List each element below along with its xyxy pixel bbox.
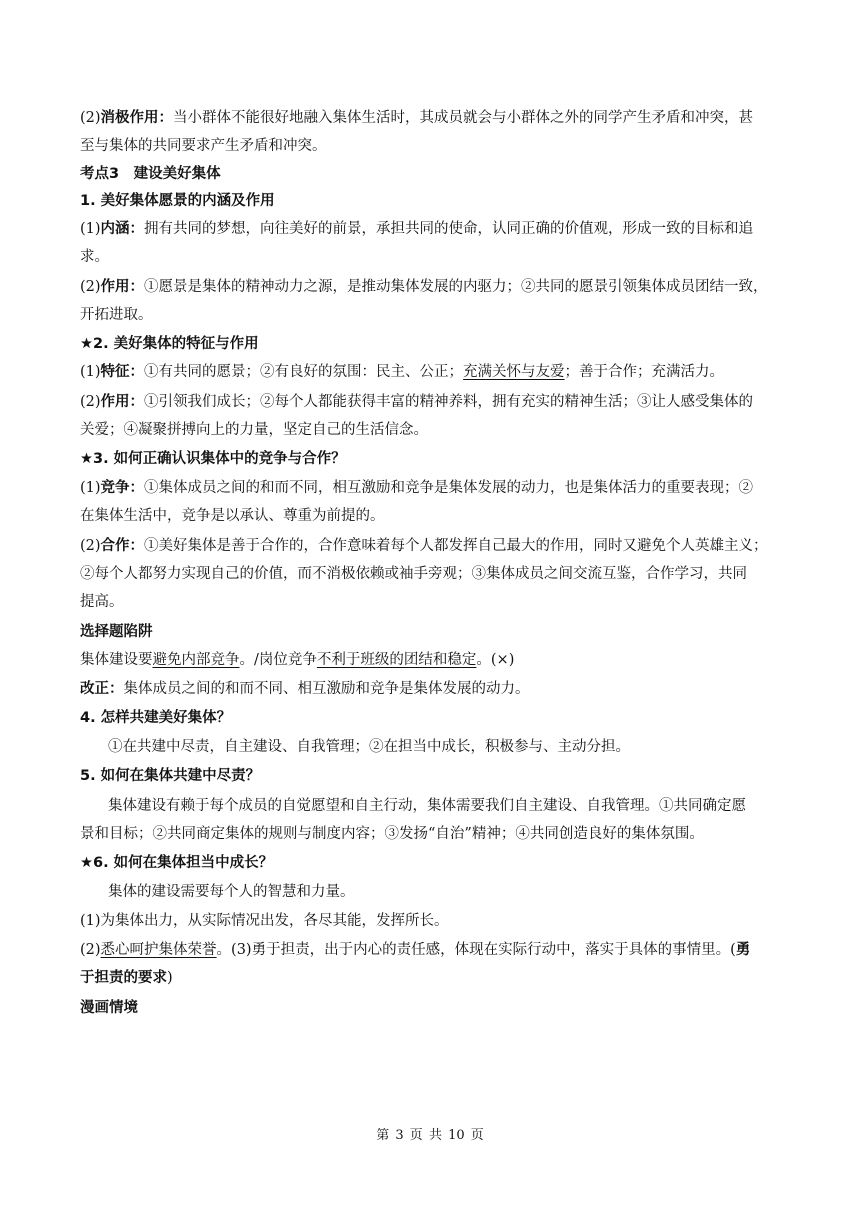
text-line: 集体的建设需要每个人的智慧和力量。 bbox=[108, 884, 355, 900]
bold-term: 消极作用： bbox=[100, 110, 174, 126]
bold-term: 作用： bbox=[100, 394, 145, 410]
text-line: (1)特征：①有共同的愿景；②有良好的氛围：民主、公正；充满关怀与友爱；善于合作；充满活力。 bbox=[80, 364, 725, 380]
text-line: 集体建设有赖于每个成员的自觉愿望和自主行动，集体需要我们自主建设、自我管理。①共同确定愿 bbox=[108, 798, 746, 814]
page-number: 3 bbox=[395, 1128, 404, 1143]
text-line: ①在共建中尽责，自主建设、自我管理；②在担当中成长，积极参与、主动分担。 bbox=[108, 739, 630, 755]
underlined-phrase: 充满关怀与友爱 bbox=[463, 364, 565, 380]
text-line: (2)作用：①愿景是集体的精神动力之源，是推动集体发展的内驱力；②共同的愿景引领集体成员团结一致， bbox=[80, 279, 768, 295]
trap-heading: 选择题陷阱 bbox=[80, 624, 153, 640]
text-line: 于担责的要求) bbox=[80, 970, 173, 986]
bold-term: 内涵： bbox=[100, 221, 145, 237]
bold-term: 竞争： bbox=[100, 480, 145, 496]
text-line: 景和目标；②共同商定集体的规则与制度内容；③发扬“自治”精神；④共同创造良好的集体氛围。 bbox=[80, 826, 704, 842]
text-line: (2)悉心呵护集体荣誉。(3)勇于担责，出于内心的责任感，体现在实际行动中，落实于具体的事情里。(勇 bbox=[80, 942, 751, 958]
text-line: 开拓进取。 bbox=[80, 307, 153, 323]
text-line: 提高。 bbox=[80, 594, 124, 610]
text-line: (1)竞争：①集体成员之间的和而不同，相互激励和竞争是集体发展的动力，也是集体活力的重要表现；② bbox=[80, 480, 754, 496]
text-line: 关爱；④凝聚拼搏向上的力量，坚定自己的生活信念。 bbox=[80, 422, 428, 438]
text-line: (1)为集体出力，从实际情况出发，各尽其能，发挥所长。 bbox=[80, 913, 449, 929]
total-pages: 10 bbox=[448, 1128, 465, 1143]
bold-term: 合作： bbox=[100, 538, 145, 554]
text-line: 至与集体的共同要求产生矛盾和冲突。 bbox=[80, 138, 327, 154]
underlined-phrase: 不利于班级的团结和稳定 bbox=[316, 652, 477, 668]
text-line: 在集体生活中，竞争是以承认、尊重为前提的。 bbox=[80, 508, 385, 524]
bold-term: 作用： bbox=[100, 279, 145, 295]
underlined-phrase: 避免内部竞争 bbox=[152, 652, 240, 668]
subheading: ★6. 如何在集体担当中成长？ bbox=[80, 855, 274, 871]
subheading: ★2. 美好集体的特征与作用 bbox=[80, 336, 259, 352]
text-line: 集体建设要避免内部竞争。/岗位竞争不利于班级的团结和稳定。(×) bbox=[80, 652, 515, 668]
bold-term: 特征： bbox=[100, 364, 145, 380]
text-line: (1)内涵：拥有共同的梦想，向往美好的前景，承担共同的使命，认同正确的价值观，形成一致的目标和追 bbox=[80, 221, 754, 237]
underlined-phrase: 悉心呵护集体荣誉 bbox=[100, 942, 217, 958]
comic-heading: 漫画情境 bbox=[80, 1000, 138, 1016]
text-line: (2)合作：①美好集体是善于合作的，合作意味着每个人都发挥自己最大的作用，同时又避免个人英雄主义； bbox=[80, 538, 768, 554]
text-line: (2)消极作用：当小群体不能很好地融入集体生活时，其成员就会与小群体之外的同学产生矛盾和冲突，甚 bbox=[80, 110, 754, 126]
subheading: ★3. 如何正确认识集体中的竞争与合作？ bbox=[80, 451, 346, 467]
bold-term: 于担责的要求 bbox=[80, 970, 167, 986]
bold-term: 改正： bbox=[80, 681, 124, 697]
subheading: 4. 怎样共建美好集体？ bbox=[80, 710, 232, 726]
subheading: 5. 如何在集体共建中尽责？ bbox=[80, 768, 261, 784]
subheading: 1. 美好集体愿景的内涵及作用 bbox=[80, 193, 275, 209]
text-line: 求。 bbox=[80, 249, 109, 265]
text-line: 改正：集体成员之间的和而不同、相互激励和竞争是集体发展的动力。 bbox=[80, 681, 530, 697]
text-line: (2)作用：①引领我们成长；②每个人都能获得丰富的精神养料，拥有充实的精神生活；③让人感受集体的 bbox=[80, 394, 754, 410]
text-line: ②每个人都努力实现自己的价值，而不消极依赖或袖手旁观；③集体成员之间交流互鉴，合作学习，共同 bbox=[80, 566, 747, 582]
section-heading: 考点3 建设美好集体 bbox=[80, 166, 221, 182]
bold-term: 勇 bbox=[735, 942, 751, 958]
page-footer: 第 3 页 共 10 页 bbox=[376, 1128, 484, 1143]
